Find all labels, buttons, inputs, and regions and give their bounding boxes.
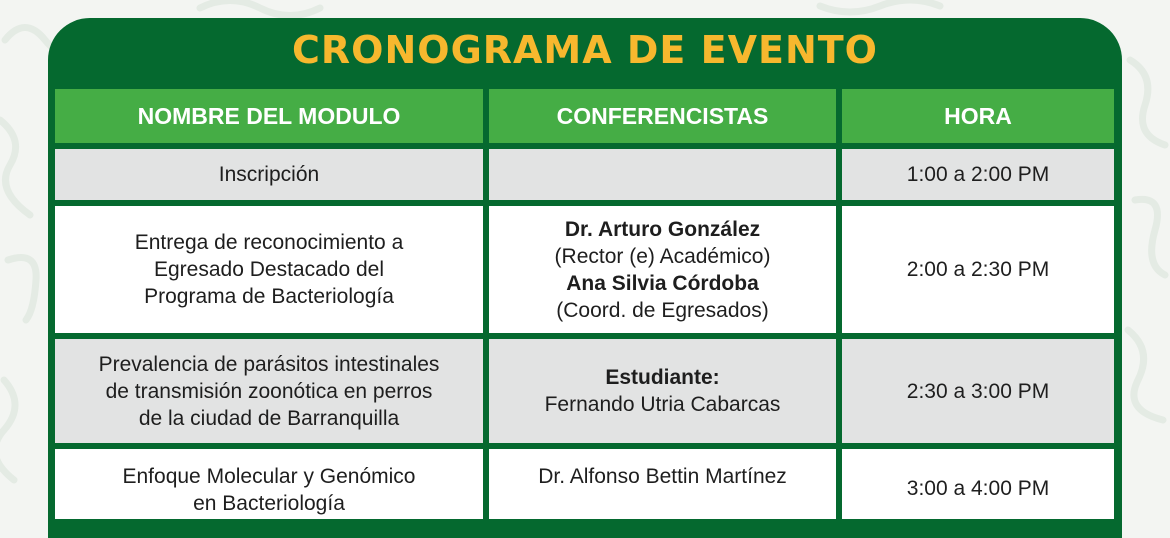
row-3-speakers	[489, 339, 836, 443]
row-4-speakers	[489, 449, 836, 519]
speaker-name: Dr. Alfonso Bettin Martínez	[538, 465, 787, 488]
row-1-time	[842, 149, 1114, 200]
time-text: 2:30 a 3:00 PM	[906, 379, 1050, 403]
module-line: de transmisión zoonótica en perros	[105, 379, 433, 403]
row-3-time	[842, 339, 1114, 443]
speaker-role: (Rector (e) Académico)	[554, 244, 771, 268]
time-text: 1:00 a 2:00 PM	[906, 163, 1050, 186]
row-3-module	[55, 339, 483, 443]
module-line: en Bacteriología	[193, 492, 345, 515]
row-4-module	[55, 449, 483, 519]
time-text: 2:00 a 2:30 PM	[906, 258, 1050, 281]
module-line: Egresado Destacado del	[154, 258, 384, 281]
module-line: Enfoque Molecular y Genómico	[122, 465, 416, 488]
module-line: Programa de Bacteriología	[144, 285, 394, 308]
time-text: 3:00 a 4:00 PM	[906, 477, 1050, 500]
module-line: Prevalencia de parásitos intestinales	[98, 352, 440, 376]
row-4-time	[842, 449, 1114, 519]
page-title: CRONOGRAMA DE EVENTO	[292, 28, 878, 72]
header-module: NOMBRE DEL MODULO	[55, 89, 483, 143]
speaker-label: Estudiante:	[605, 366, 720, 389]
row-2-speakers	[489, 206, 836, 333]
module-line: de la ciudad de Barranquilla	[138, 406, 400, 430]
speaker-name: Dr. Arturo González	[564, 217, 761, 241]
speaker-name: Ana Silvia Córdoba	[566, 271, 759, 295]
module-line: Inscripción	[218, 163, 320, 186]
row-1-module	[55, 149, 483, 200]
module-line: Entrega de reconocimiento a	[134, 231, 404, 254]
speaker-name: Fernando Utria Cabarcas	[544, 393, 781, 416]
speaker-role: (Coord. de Egresados)	[556, 298, 769, 322]
header-time: HORA	[842, 89, 1114, 143]
row-2-module	[55, 206, 483, 333]
row-2-time	[842, 206, 1114, 333]
row-1-speakers	[489, 149, 836, 200]
header-speakers: CONFERENCISTAS	[489, 89, 836, 143]
